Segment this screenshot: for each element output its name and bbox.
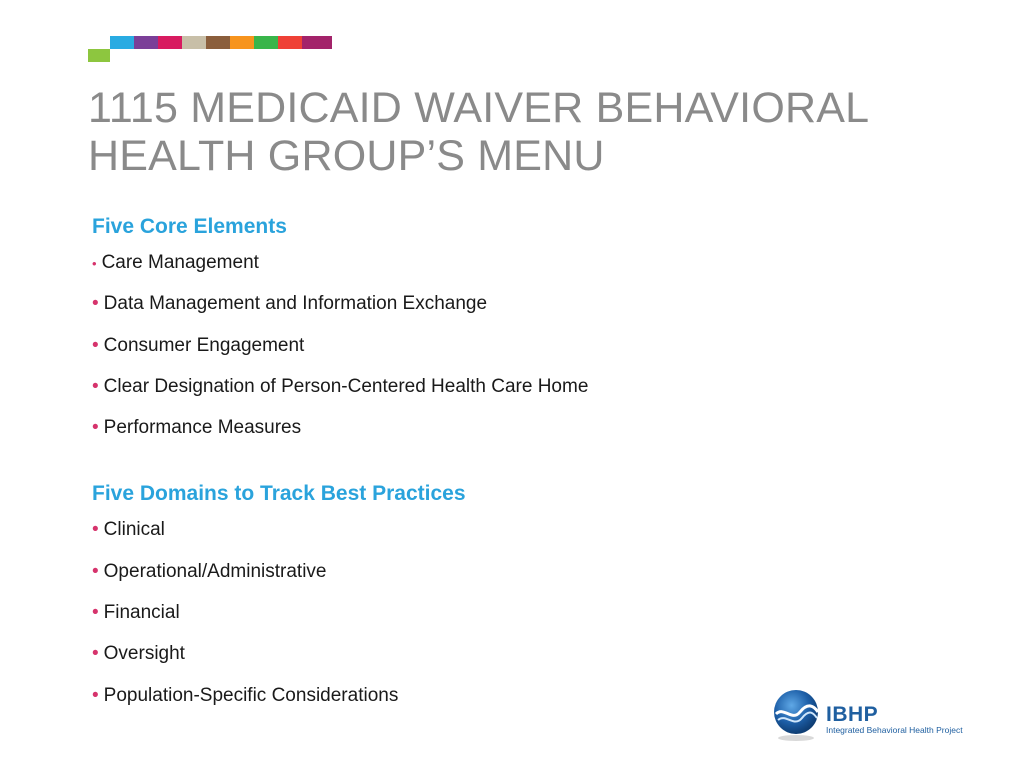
- bullet-icon: •: [92, 334, 99, 356]
- core-elements-list: [92, 242, 792, 448]
- stripe-square: [254, 36, 278, 49]
- stripe-square: [88, 49, 110, 62]
- page-title: 1115 MEDICAID WAIVER BEHAVIORAL HEALTH GROUP’S MENU: [88, 84, 868, 180]
- list-item: • Clinical: [92, 519, 165, 541]
- bullet-icon: •: [92, 643, 99, 665]
- section-heading-core-elements: Five Core Elements: [92, 215, 287, 238]
- logo-subtitle: Integrated Behavioral Health Project: [826, 725, 963, 735]
- stripe-square: [158, 36, 182, 49]
- bullet-icon: •: [92, 519, 99, 541]
- content-body: [92, 212, 792, 716]
- bullet-icon: •: [92, 684, 99, 706]
- stripe-square: [278, 36, 302, 49]
- list-item: • Data Management and Information Exchange: [92, 293, 488, 315]
- list-item: • Clear Designation of Person-Centered Health Care Home: [92, 375, 589, 397]
- bullet-icon: •: [92, 417, 99, 439]
- list-item: • Performance Measures: [92, 417, 302, 439]
- stripe-square: [302, 36, 332, 49]
- list-item: • Care Management: [92, 252, 259, 273]
- list-item: • Oversight: [92, 643, 185, 665]
- stripe-square: [182, 36, 206, 49]
- globe-wave-icon: [770, 688, 826, 744]
- bullet-icon: •: [92, 375, 99, 397]
- list-item: • Operational/Administrative: [92, 560, 327, 582]
- bullet-icon: •: [92, 602, 99, 624]
- domains-list: [92, 509, 792, 715]
- list-item: • Financial: [92, 602, 180, 624]
- list-item: • Consumer Engagement: [92, 334, 305, 356]
- stripe-square: [206, 36, 230, 49]
- color-stripe-decoration: [88, 36, 348, 66]
- bullet-icon: •: [92, 560, 99, 582]
- bullet-icon: •: [92, 293, 99, 315]
- stripe-square: [230, 36, 254, 49]
- logo-name: IBHP: [826, 703, 879, 726]
- bullet-icon: •: [92, 256, 97, 271]
- stripe-square: [110, 36, 134, 49]
- list-item: • Population-Specific Considerations: [92, 684, 399, 706]
- section-heading-domains: Five Domains to Track Best Practices: [92, 482, 466, 506]
- stripe-square: [134, 36, 158, 49]
